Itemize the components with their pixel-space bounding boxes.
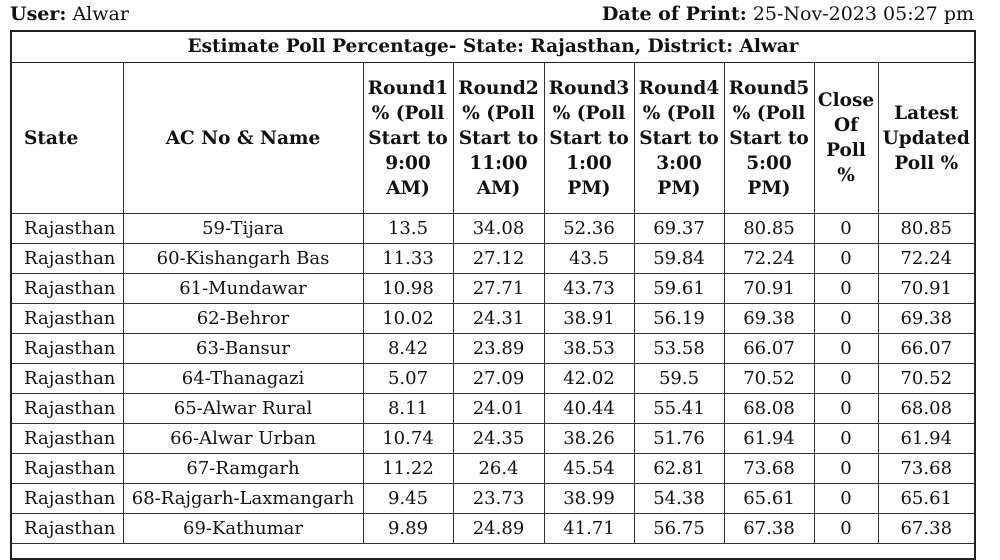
table-cell: 65.61: [724, 484, 814, 514]
table-cell: 11.33: [363, 244, 453, 274]
table-cell: 0: [814, 334, 878, 364]
table-cell: 73.68: [724, 454, 814, 484]
column-header: Close Of Poll %: [814, 63, 878, 214]
table-cell: 38.99: [544, 484, 634, 514]
table-body: [12, 214, 974, 544]
table-cell: Rajasthan: [12, 364, 123, 394]
table-cell: 38.91: [544, 304, 634, 334]
table-cell: 72.24: [724, 244, 814, 274]
table-cell: 26.4: [453, 454, 544, 484]
table-row: [12, 244, 974, 274]
table-cell: 0: [814, 304, 878, 334]
table-row: [12, 484, 974, 514]
table-row: [12, 334, 974, 364]
poll-table: [12, 63, 974, 544]
table-cell: 0: [814, 214, 878, 244]
table-cell: 0: [814, 454, 878, 484]
table-row: [12, 424, 974, 454]
table-cell: Rajasthan: [12, 454, 123, 484]
table-cell: 0: [814, 364, 878, 394]
column-header: Round3 % (Poll Start to 1:00 PM): [544, 63, 634, 214]
table-cell: 9.45: [363, 484, 453, 514]
table-cell: 43.73: [544, 274, 634, 304]
print-header: [10, 0, 974, 28]
table-cell: 41.71: [544, 514, 634, 544]
table-cell: 0: [814, 484, 878, 514]
table-cell: 66-Alwar Urban: [123, 424, 363, 454]
table-cell: 0: [814, 274, 878, 304]
table-cell: 63-Bansur: [123, 334, 363, 364]
report-title: Estimate Poll Percentage- State: Rajasthan, District: Alwar: [12, 32, 974, 63]
table-cell: 8.11: [363, 394, 453, 424]
table-cell: 42.02: [544, 364, 634, 394]
table-cell: 67.38: [724, 514, 814, 544]
table-cell: 70.52: [724, 364, 814, 394]
table-cell: 72.24: [878, 244, 974, 274]
table-cell: 5.07: [363, 364, 453, 394]
table-cell: 65-Alwar Rural: [123, 394, 363, 424]
table-cell: 60-Kishangarh Bas: [123, 244, 363, 274]
table-cell: 23.89: [453, 334, 544, 364]
table-cell: 13.5: [363, 214, 453, 244]
column-header: Round2 % (Poll Start to 11:00 AM): [453, 63, 544, 214]
table-row: [12, 274, 974, 304]
table-cell: 9.89: [363, 514, 453, 544]
table-cell: Rajasthan: [12, 394, 123, 424]
table-row: [12, 394, 974, 424]
table-cell: 53.58: [634, 334, 724, 364]
table-cell: Rajasthan: [12, 244, 123, 274]
table-cell: 66.07: [878, 334, 974, 364]
table-cell: 54.38: [634, 484, 724, 514]
table-cell: 62.81: [634, 454, 724, 484]
table-row: [12, 364, 974, 394]
column-header: Latest Updated Poll %: [878, 63, 974, 214]
table-cell: 38.26: [544, 424, 634, 454]
table-cell: 68.08: [724, 394, 814, 424]
table-cell: Rajasthan: [12, 304, 123, 334]
table-cell: Rajasthan: [12, 214, 123, 244]
table-cell: 56.19: [634, 304, 724, 334]
table-cell: 59.5: [634, 364, 724, 394]
table-cell: 59.61: [634, 274, 724, 304]
table-row: [12, 214, 974, 244]
table-cell: 69.38: [878, 304, 974, 334]
table-cell: 69-Kathumar: [123, 514, 363, 544]
column-header: State: [12, 63, 123, 214]
table-cell: 45.54: [544, 454, 634, 484]
table-cell: 80.85: [878, 214, 974, 244]
table-row: [12, 454, 974, 484]
table-cell: Rajasthan: [12, 274, 123, 304]
table-cell: 70.91: [724, 274, 814, 304]
print-date-value: 25-Nov-2023 05:27 pm: [752, 3, 974, 25]
table-cell: Rajasthan: [12, 484, 123, 514]
table-cell: 68.08: [878, 394, 974, 424]
table-cell: 24.89: [453, 514, 544, 544]
table-cell: 59.84: [634, 244, 724, 274]
table-cell: 0: [814, 514, 878, 544]
poll-report: [10, 30, 976, 560]
table-cell: 61.94: [724, 424, 814, 454]
column-header: AC No & Name: [123, 63, 363, 214]
table-cell: 61-Mundawar: [123, 274, 363, 304]
column-header: Round1 % (Poll Start to 9:00 AM): [363, 63, 453, 214]
table-cell: 66.07: [724, 334, 814, 364]
table-cell: 80.85: [724, 214, 814, 244]
table-cell: 0: [814, 424, 878, 454]
table-cell: 24.31: [453, 304, 544, 334]
print-date-label: Date of Print:: [601, 3, 747, 25]
table-cell: 52.36: [544, 214, 634, 244]
table-cell: 69.37: [634, 214, 724, 244]
table-cell: 62-Behror: [123, 304, 363, 334]
table-cell: 40.44: [544, 394, 634, 424]
table-cell: 38.53: [544, 334, 634, 364]
table-cell: 0: [814, 394, 878, 424]
user-value: Alwar: [72, 3, 129, 25]
table-cell: Rajasthan: [12, 514, 123, 544]
table-cell: 8.42: [363, 334, 453, 364]
table-cell: 10.02: [363, 304, 453, 334]
table-header-row: [12, 63, 974, 214]
table-cell: 0: [814, 244, 878, 274]
table-cell: 73.68: [878, 454, 974, 484]
table-cell: 70.91: [878, 274, 974, 304]
table-cell: 68-Rajgarh-Laxmangarh: [123, 484, 363, 514]
table-cell: 55.41: [634, 394, 724, 424]
table-cell: Rajasthan: [12, 424, 123, 454]
user-info: [10, 3, 129, 25]
table-cell: 27.09: [453, 364, 544, 394]
table-cell: 34.08: [453, 214, 544, 244]
table-cell: 64-Thanagazi: [123, 364, 363, 394]
table-cell: 61.94: [878, 424, 974, 454]
table-cell: 23.73: [453, 484, 544, 514]
user-label: User:: [10, 3, 67, 25]
table-cell: 56.75: [634, 514, 724, 544]
table-cell: 27.12: [453, 244, 544, 274]
table-cell: 24.01: [453, 394, 544, 424]
table-cell: 27.71: [453, 274, 544, 304]
print-date-info: [602, 3, 974, 25]
table-cell: 10.74: [363, 424, 453, 454]
table-cell: 67.38: [878, 514, 974, 544]
table-cell: 59-Tijara: [123, 214, 363, 244]
table-cell: 10.98: [363, 274, 453, 304]
column-header: Round5 % (Poll Start to 5:00 PM): [724, 63, 814, 214]
table-cell: 11.22: [363, 454, 453, 484]
column-header: Round4 % (Poll Start to 3:00 PM): [634, 63, 724, 214]
table-cell: Rajasthan: [12, 334, 123, 364]
table-cell: 43.5: [544, 244, 634, 274]
table-cell: 70.52: [878, 364, 974, 394]
table-row: [12, 514, 974, 544]
table-cell: 24.35: [453, 424, 544, 454]
table-cell: 67-Ramgarh: [123, 454, 363, 484]
table-cell: 69.38: [724, 304, 814, 334]
table-cell: 51.76: [634, 424, 724, 454]
table-row: [12, 304, 974, 334]
table-cell: 65.61: [878, 484, 974, 514]
